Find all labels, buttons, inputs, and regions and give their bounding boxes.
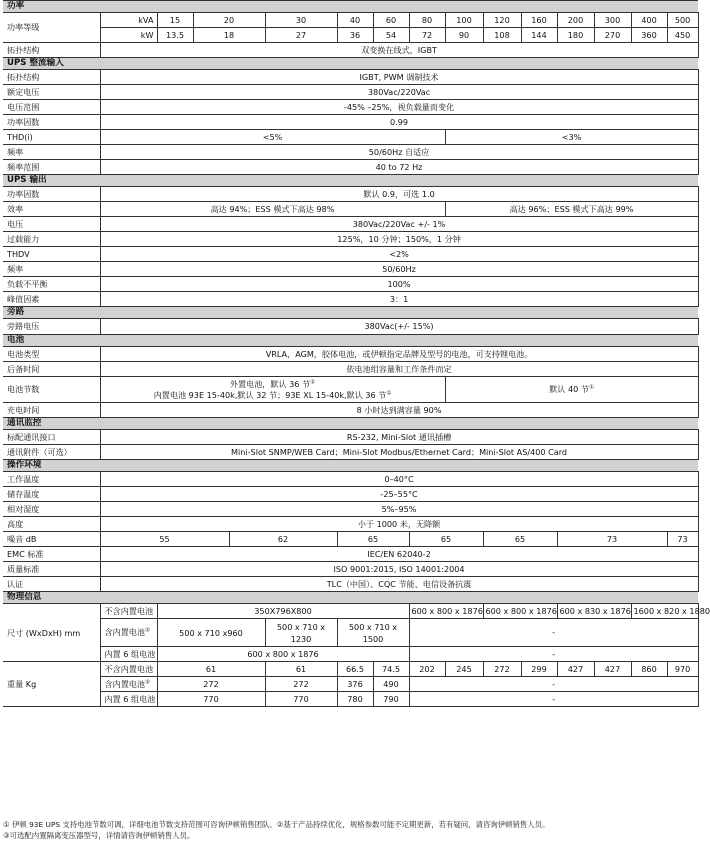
battery-count-value-b (445, 377, 698, 403)
backup-time-label: 后备时间 (3, 362, 100, 377)
weight-no-battery: 66.5 (337, 662, 373, 677)
battery-type-value: VRLA，AGM，胶体电池，或伊顿指定品牌及型号的电池，可支持锂电池。 (100, 347, 698, 362)
kva-value: 400 (631, 13, 667, 28)
kva-value: 500 (667, 13, 698, 28)
kw-value: 18 (193, 28, 265, 43)
std-comm-value: RS-232, Mini-Slot 通讯插槽 (100, 430, 698, 445)
weight-with-battery: 272 (265, 677, 337, 692)
efficiency-label: 效率 (3, 202, 100, 217)
kw-value: 54 (373, 28, 409, 43)
section-header-physical: 物理信息 (3, 592, 698, 604)
efficiency-value-b: 高达 96%；ESS 模式下高达 99% (445, 202, 698, 217)
section-header-battery: 电池 (3, 335, 698, 347)
kw-value: 450 (667, 28, 698, 43)
input-freq-value: 50/60Hz 自适应 (100, 145, 698, 160)
topology-value: 双变换在线式，IGBT (100, 43, 698, 58)
section-header-env: 操作环境 (3, 460, 698, 472)
footnote-mark: ① (588, 384, 594, 391)
charge-time-label: 充电时间 (3, 403, 100, 418)
efficiency-value-a: 高达 94%；ESS 模式下高达 98% (100, 202, 445, 217)
dimensions-label: 尺寸 (WxDxH) mm (3, 604, 100, 662)
with-battery-text: 含内置电池 (104, 627, 145, 637)
backup-time-value: 依电池组容量和工作条件而定 (100, 362, 698, 377)
weight-with-battery: 376 (337, 677, 373, 692)
charge-time-value: 8 小时达到满容量 90% (100, 403, 698, 418)
kva-value: 15 (157, 13, 193, 28)
dim-with-battery-na: - (409, 619, 698, 647)
noise-value: 65 (483, 532, 557, 547)
kva-value: 160 (521, 13, 557, 28)
dim-no-battery: 600 x 800 x 1876 (483, 604, 557, 619)
no-battery-label: 不含内置电池 (100, 662, 157, 677)
emc-value: IEC/EN 62040-2 (100, 547, 698, 562)
input-freq-label: 频率 (3, 145, 100, 160)
thdv-label: THDV (3, 247, 100, 262)
quality-value: ISO 9001:2015, ISO 14001:2004 (100, 562, 698, 577)
kw-value: 27 (265, 28, 337, 43)
thd-value-a: <5% (100, 130, 445, 145)
footnote-line: ① 伊顿 93E UPS 支持电池节数可调，详细电池节数支持范围可咨询伊顿销售团队。②基于产品持续优化，规格参数可能不定期更新，若有疑问，请咨询伊顿销售人员。 (3, 820, 550, 829)
thdv-value: <2% (100, 247, 698, 262)
kva-value: 30 (265, 13, 337, 28)
with-battery-text: 含内置电池 (104, 678, 145, 689)
dim-with-battery: 500 x 710 x 1230 (265, 619, 337, 647)
kw-value: 270 (594, 28, 631, 43)
weight-with-battery: 272 (157, 677, 265, 692)
kva-value: 120 (483, 13, 521, 28)
noise-value: 73 (557, 532, 667, 547)
dim-six-battery-na: - (409, 647, 698, 662)
weight-no-battery: 245 (445, 662, 483, 677)
weight-no-battery: 74.5 (373, 662, 409, 677)
weight-no-battery: 427 (557, 662, 594, 677)
input-topology-value: IGBT, PWM 调制技术 (100, 70, 698, 85)
output-pf-label: 功率因数 (3, 187, 100, 202)
weight-no-battery: 61 (265, 662, 337, 677)
freq-range-value: 40 to 72 Hz (100, 160, 698, 175)
dim-six-battery: 600 x 800 x 1876 (157, 647, 409, 662)
weight-six-battery: 780 (337, 692, 373, 707)
section-header-ups-input: UPS 整流输入 (3, 58, 698, 70)
dim-no-battery: 600 x 800 x 1876 (409, 604, 483, 619)
output-voltage-value: 380Vac/220Vac +/- 1% (100, 217, 698, 232)
quality-label: 质量标准 (3, 562, 100, 577)
storage-temp-value: -25–55°C (100, 487, 698, 502)
unbalance-value: 100% (100, 277, 698, 292)
with-battery-label (100, 677, 157, 692)
no-battery-label: 不含内置电池 (100, 604, 157, 619)
noise-label: 噪音 dB (3, 532, 100, 547)
opt-comm-value: Mini-Slot SNMP/WEB Card；Mini-Slot Modbus/Ethernet Card；Mini-Slot AS/400 Card (100, 445, 698, 460)
weight-no-battery: 860 (631, 662, 667, 677)
emc-label: EMC 标准 (3, 547, 100, 562)
std-comm-label: 标配通讯接口 (3, 430, 100, 445)
noise-value: 62 (229, 532, 337, 547)
output-pf-value: 默认 0.9，可选 1.0 (100, 187, 698, 202)
bypass-voltage-value: 380Vac(+/- 15%) (100, 319, 698, 335)
footnote-mark: ② (144, 678, 150, 685)
thd-label: THD(i) (3, 130, 100, 145)
kw-value: 90 (445, 28, 483, 43)
overload-label: 过载能力 (3, 232, 100, 247)
rated-voltage-label: 额定电压 (3, 85, 100, 100)
kw-value: 36 (337, 28, 373, 43)
noise-value: 65 (409, 532, 483, 547)
input-pf-value: 0.99 (100, 115, 698, 130)
six-battery-label: 内置 6 组电池 (100, 692, 157, 707)
footnote-line: ③可选配内置隔离变压器型号，详情请咨询伊顿销售人员。 (3, 830, 195, 840)
output-freq-value: 50/60Hz (100, 262, 698, 277)
battery-count-default: 默认 40 节 (549, 384, 589, 394)
topology-label: 拓扑结构 (3, 43, 100, 58)
kva-value: 200 (557, 13, 594, 28)
dim-no-battery: 1600 x 820 x 1880 (631, 604, 698, 619)
freq-range-label: 频率范围 (3, 160, 100, 175)
kw-unit: kW (100, 28, 157, 43)
voltage-range-label: 电压范围 (3, 100, 100, 115)
noise-value: 65 (337, 532, 409, 547)
dim-with-battery: 500 x 710 x 1500 (337, 619, 409, 647)
battery-count-line2: 内置电池 93E 15-40k,默认 32 节；93E XL 15-40k,默认 36 节 (153, 389, 387, 400)
footnote-mark: ② (144, 627, 150, 634)
kva-row (3, 13, 698, 28)
footnote-mark: ① (386, 389, 392, 396)
kw-value: 360 (631, 28, 667, 43)
weight-with-battery: 490 (373, 677, 409, 692)
weight-no-battery: 272 (483, 662, 521, 677)
thd-value-b: <3% (445, 130, 698, 145)
altitude-label: 高度 (3, 517, 100, 532)
weight-six-battery: 790 (373, 692, 409, 707)
overload-value: 125%，10 分钟；150%，1 分钟 (100, 232, 698, 247)
kw-value: 13.5 (157, 28, 193, 43)
weight-with-battery-na: - (409, 677, 698, 692)
noise-value: 73 (667, 532, 698, 547)
kva-value: 60 (373, 13, 409, 28)
output-voltage-label: 电压 (3, 217, 100, 232)
kw-row (3, 28, 698, 43)
storage-temp-label: 储存温度 (3, 487, 100, 502)
footnote-mark: ① (310, 378, 316, 385)
input-pf-label: 功率因数 (3, 115, 100, 130)
op-temp-value: 0–40°C (100, 472, 698, 487)
crest-value: 3：1 (100, 292, 698, 307)
footnotes (3, 820, 692, 841)
noise-value: 55 (100, 532, 229, 547)
kva-value: 300 (594, 13, 631, 28)
bypass-voltage-label: 旁路电压 (3, 319, 100, 335)
cert-label: 认证 (3, 577, 100, 592)
six-battery-label: 内置 6 组电池 (100, 647, 157, 662)
voltage-range-value: -45% –25%，视负载量而变化 (100, 100, 698, 115)
battery-count-line1: 外置电池，默认 36 节 (229, 378, 311, 389)
weight-label: 重量 Kg (3, 662, 100, 707)
kva-value: 40 (337, 13, 373, 28)
weight-no-battery: 202 (409, 662, 445, 677)
section-header-comm: 通讯监控 (3, 418, 698, 430)
dim-no-battery: 350X796X800 (157, 604, 409, 619)
weight-six-battery: 770 (265, 692, 337, 707)
kva-value: 20 (193, 13, 265, 28)
altitude-value: 小于 1000 米，无降额 (100, 517, 698, 532)
crest-label: 峰值因素 (3, 292, 100, 307)
weight-no-battery: 61 (157, 662, 265, 677)
section-header-ups-output: UPS 输出 (3, 175, 698, 187)
kva-value: 100 (445, 13, 483, 28)
weight-six-battery-na: - (409, 692, 698, 707)
op-temp-label: 工作温度 (3, 472, 100, 487)
kva-value: 80 (409, 13, 445, 28)
kva-unit: kVA (100, 13, 157, 28)
humidity-label: 相对湿度 (3, 502, 100, 517)
kw-value: 180 (557, 28, 594, 43)
battery-type-label: 电池类型 (3, 347, 100, 362)
weight-six-battery: 770 (157, 692, 265, 707)
with-battery-label (100, 619, 157, 647)
battery-count-value-a (100, 377, 445, 403)
weight-no-battery: 299 (521, 662, 557, 677)
cert-value: TLC（中国）、CQC 节能、电信设备抗震 (100, 577, 698, 592)
section-header-bypass: 旁路 (3, 307, 698, 319)
dim-with-battery: 500 x 710 x960 (157, 619, 265, 647)
weight-no-battery: 427 (594, 662, 631, 677)
power-rating-label: 功率等级 (3, 13, 100, 43)
battery-count-label: 电池节数 (3, 377, 100, 403)
section-header-power: 功率 (3, 1, 698, 13)
unbalance-label: 负载不平衡 (3, 277, 100, 292)
spec-table (3, 0, 710, 707)
kw-value: 144 (521, 28, 557, 43)
output-freq-label: 频率 (3, 262, 100, 277)
rated-voltage-value: 380Vac/220Vac (100, 85, 698, 100)
input-topology-label: 拓扑结构 (3, 70, 100, 85)
opt-comm-label: 通讯附件（可选） (3, 445, 100, 460)
kw-value: 72 (409, 28, 445, 43)
humidity-value: 5%–95% (100, 502, 698, 517)
kw-value: 108 (483, 28, 521, 43)
dim-no-battery: 600 x 830 x 1876 (557, 604, 631, 619)
weight-no-battery: 970 (667, 662, 698, 677)
